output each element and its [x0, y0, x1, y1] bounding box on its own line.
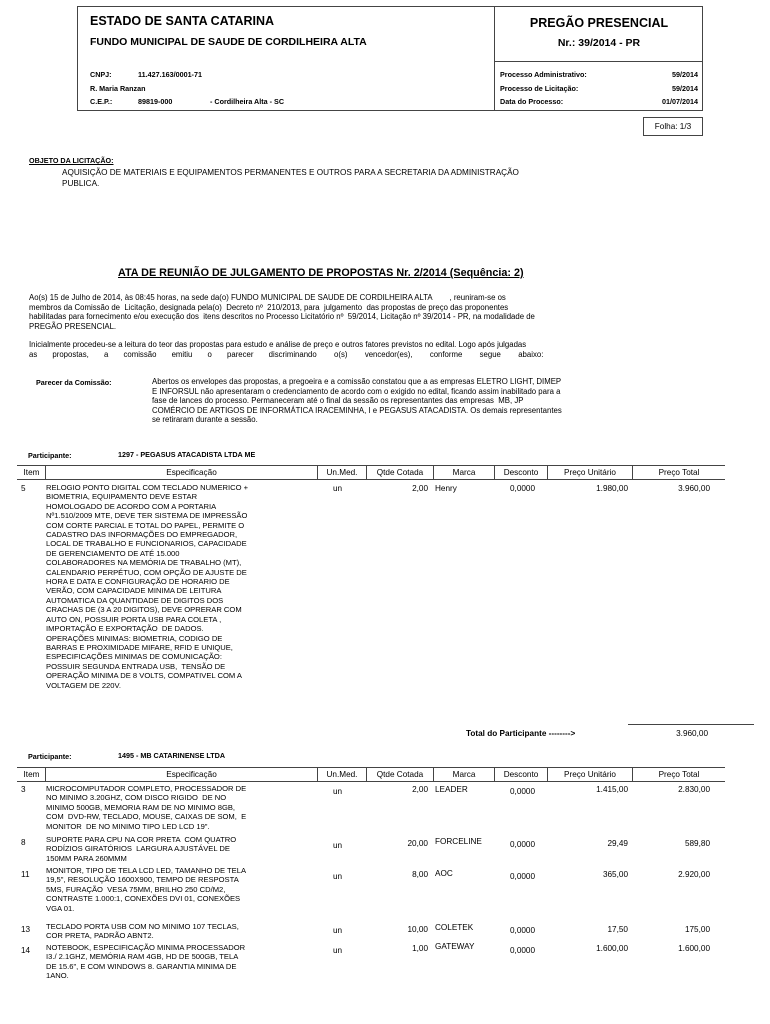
row-desconto: 0,0000	[510, 787, 536, 796]
col-item: Item	[23, 770, 40, 779]
row-desconto: 0,0000	[510, 926, 536, 935]
col-marca: Marca	[452, 468, 476, 477]
proc-admin-label: Processo Administrativo:	[500, 70, 587, 79]
row-spec: NOTEBOOK, ESPECIFICAÇÃO MINIMA PROCESSADOR I3./ 2.1GHZ, MEMÓRIA RAM 4GB, HD DE 500GB, TELA DE 15.6", E COM WINDOWS 8. GARANTIA MINIMA DE 1ANO.	[46, 943, 246, 981]
table-header	[17, 465, 725, 480]
ata-paragraph-2: Inicialmente procedeu-se a leitura do teor das propostas para estudo e análise de preço e outros fatores previstos no edital. Logo após julgadas as propostas, a comissão emitiu o parecer discriminando o(s) vencedor(es), conforme segue abaixo:	[29, 340, 544, 359]
row-preco-unit: 17,50	[607, 925, 628, 934]
row-preco-unit: 1.600,00	[596, 944, 628, 953]
row-preco-unit: 1.415,00	[596, 785, 628, 794]
city: - Cordilheira Alta - SC	[210, 97, 285, 106]
row-item: 5	[21, 484, 26, 493]
cnpj-label: CNPJ:	[90, 70, 112, 79]
col-preco-unit: Preço Unitário	[564, 770, 616, 779]
ata-title: ATA DE REUNIÃO DE JULGAMENTO DE PROPOSTAS Nr. 2/2014 (Sequência: 2)	[118, 267, 524, 279]
row-qtde: 10,00	[407, 925, 428, 934]
row-item: 13	[21, 925, 31, 934]
fund-name: FUNDO MUNICIPAL DE SAUDE DE CORDILHEIRA ALTA	[90, 36, 367, 48]
total-rule	[628, 724, 754, 725]
row-preco-unit: 29,49	[607, 839, 628, 848]
row-spec: RELOGIO PONTO DIGITAL COM TECLADO NUMERICO + BIOMETRIA, EQUIPAMENTO DEVE ESTAR HOMOLOGADO DE ACORDO COM A PORTARIA Nº1.510/2009 MTE, DEVE TER SISTEMA DE IMPRESSÃO COM CORTE PARCIAL E TOTAL DO PAPEL, PERMITE O CADASTRO DAS INFORMAÇÕES DO EMPREGADOR, LOCAL DE TRABALHO E FUNCIONARIOS, CAPACIDADE DE GERENCIAMENTO DE ATÉ 15.000 COLABORADORES NA MEMÓRIA DE TRABALHO (MT), CALENDARIO PERPÉTUO, COM OPÇÃO DE AJUSTE DE HORA E DATA E CONFIGURAÇÃO DE HORARIO DE VERÃO, COM CAPACIDADE MINIMA DE LEITURA AUTOMATICA DA QUANTIDADE DE DIGITOS DOS CRACHAS DE (3 A 20 DIGITOS), DEVE OPRERAR COM AUTO ON, POSSUIR PORTA USB PARA COLETA , IMPORTAÇÃO E EXPORTAÇÃO DE DADOS. OPERAÇÕES MINIMAS: BIOMETRIA, CODIGO DE BARRAS E PROXIMIDADE MIFARE, RFID E UNIQUE, ESPECIFICAÇÕES MINIMAS DE COMUNICAÇÃO: POSSUIR SEGUNDA ENTRADA USB, TENSÃO DE OPERAÇÃO MINIMA DE 8 VOLTS, COMPATIVEL COM A VOLTAGEM DE 220V.	[46, 483, 249, 690]
parecer-label: Parecer da Comissão:	[36, 378, 112, 387]
participant-label: Participante:	[28, 451, 72, 460]
row-preco-total: 1.600,00	[678, 944, 710, 953]
col-desconto: Desconto	[503, 770, 539, 779]
row-preco-total: 175,00	[684, 925, 710, 934]
col-desconto: Desconto	[503, 468, 539, 477]
col-spec: Especificação	[166, 770, 217, 779]
row-preco-total: 2.920,00	[678, 870, 710, 879]
row-desconto: 0,0000	[510, 484, 536, 493]
row-unmed: un	[333, 484, 343, 493]
row-qtde: 2,00	[412, 785, 428, 794]
address: R. Maria Ranzan	[90, 84, 146, 93]
row-unmed: un	[333, 841, 343, 850]
row-qtde: 8,00	[412, 870, 428, 879]
folha-box: Folha: 1/3	[643, 117, 703, 136]
row-unmed: un	[333, 872, 343, 881]
data-label: Data do Processo:	[500, 97, 564, 106]
objeto-text-line1: AQUISIÇÃO DE MATERIAIS E EQUIPAMENTOS PERMANENTES E OUTROS PARA A SECRETARIA DA ADMINISTRAÇÃO	[62, 168, 519, 177]
proc-admin-value: 59/2014	[672, 70, 698, 79]
row-qtde: 1,00	[412, 944, 428, 953]
col-item: Item	[23, 468, 40, 477]
objeto-label: OBJETO DA LICITAÇÃO:	[29, 156, 114, 165]
row-desconto: 0,0000	[510, 872, 536, 881]
row-spec: MICROCOMPUTADOR COMPLETO, PROCESSADOR DE NO MINIMO 3.20GHZ, COM DISCO RIGIDO DE NO MINIMO 500GB, MEMORIA RAM DE NO MINIMO 8GB, COM DVD-RW, TECLADO, MOUSE, CAIXAS DE SOM, E MONITOR DE NO MINIMO TIPO LED LCD 19".	[46, 784, 247, 831]
cep-value: 89819-000	[138, 97, 173, 106]
ata-paragraph-1: Ao(s) 15 de Julho de 2014, às 08:45 horas, na sede da(o) FUNDO MUNICIPAL DE SAUDE DE CORDILHEIRA ALTA , reuniram-se os membros da Comissão de Licitação, designada pela(o) Decreto nº 210/2013, para julgamento das propostas de preço das proponentes habilitadas para fornecimento e/ou execução dos itens descritos no Processo Licitatório nº 59/2014, Licitação nº 39/2014 - PR, na modalidade de PREGÃO PRESENCIAL.	[29, 293, 535, 331]
row-unmed: un	[333, 926, 343, 935]
col-marca: Marca	[452, 770, 476, 779]
proc-lic-label: Processo de Licitação:	[500, 84, 579, 93]
row-item: 11	[21, 870, 30, 879]
row-item: 14	[21, 946, 31, 955]
participant-name: 1495 - MB CATARINENSE LTDA	[118, 751, 226, 760]
row-unmed: un	[333, 946, 343, 955]
row-preco-unit: 365,00	[602, 870, 628, 879]
col-qtde: Qtde Cotada	[376, 468, 424, 477]
pregao-title: PREGÃO PRESENCIAL	[529, 16, 669, 30]
row-qtde: 2,00	[412, 484, 428, 493]
row-preco-total: 2.830,00	[678, 785, 710, 794]
table-header	[17, 767, 725, 782]
row-marca: FORCELINE	[435, 837, 482, 846]
participant-name: 1297 - PEGASUS ATACADISTA LTDA ME	[118, 450, 256, 459]
row-marca: LEADER	[435, 785, 468, 794]
participant-label: Participante:	[28, 752, 72, 761]
proc-lic-value: 59/2014	[672, 84, 698, 93]
row-preco-total: 3.960,00	[678, 484, 710, 493]
cnpj-value: 11.427.163/0001-71	[138, 70, 202, 79]
header-divider	[494, 61, 703, 62]
row-desconto: 0,0000	[510, 840, 536, 849]
total-participant-label: Total do Participante -------->	[466, 729, 576, 738]
objeto-text-line2: PUBLICA.	[62, 179, 100, 188]
cep-label: C.E.P.:	[90, 97, 113, 106]
row-qtde: 20,00	[407, 839, 428, 848]
col-qtde: Qtde Cotada	[376, 770, 424, 779]
row-marca: AOC	[435, 869, 453, 878]
col-preco-total: Preço Total	[658, 468, 700, 477]
col-spec: Especificação	[166, 468, 217, 477]
row-item: 8	[21, 838, 26, 847]
col-unmed: Un.Med.	[326, 468, 358, 477]
col-unmed: Un.Med.	[326, 770, 358, 779]
col-preco-unit: Preço Unitário	[564, 468, 616, 477]
row-unmed: un	[333, 787, 343, 796]
row-preco-unit: 1.980,00	[596, 484, 628, 493]
row-marca: GATEWAY	[435, 942, 475, 951]
state-name: ESTADO DE SANTA CATARINA	[90, 14, 275, 28]
row-item: 3	[21, 785, 26, 794]
row-marca: Henry	[435, 484, 457, 493]
total-participant-value: 3.960,00	[676, 729, 708, 738]
col-preco-total: Preço Total	[658, 770, 700, 779]
parecer-text: Abertos os envelopes das propostas, a pregoeira e a comissão constatou que a as empresas ELETRO LIGHT, DIMEP E INFORSUL não apresentaram o credenciamento de acordo com o exigido no edital, ficando assim inabilitado para a fase de lances do processo. Permaneceram até o final da sessão os representantes das empresas MB, JP COMÉRCIO DE ARTIGOS DE INFORMÁTICA IRACEMINHA, I e PEGASUS ATACADISTA. Os demais representantes se retiraram durante a sessão.	[152, 377, 562, 425]
row-marca: COLETEK	[435, 923, 474, 932]
row-spec: SUPORTE PARA CPU NA COR PRETA COM QUATRO RODÍZIOS GIRATÓRIOS LARGURA AJUSTÁVEL DE 150MM PARA 260MMM	[46, 835, 237, 863]
data-value: 01/07/2014	[662, 97, 698, 106]
pregao-number: Nr.: 39/2014 - PR	[557, 37, 641, 49]
row-spec: MONITOR, TIPO DE TELA LCD LED, TAMANHO DE TELA 19,5", RESOLUÇÃO 1600X900, TEMPO DE RESPOSTA 5MS, FURAÇÃO VESA 75MM, BRILHO 250 CD/M2, CONTRASTE 1.000:1, CONEXÕES DVI 01, CONEXÕES VGA 01.	[46, 866, 247, 913]
row-spec: TECLADO PORTA USB COM NO MINIMO 107 TECLAS, COR PRETA, PADRÃO ABNT2.	[46, 922, 239, 941]
row-preco-total: 589,80	[684, 839, 710, 848]
row-desconto: 0,0000	[510, 946, 536, 955]
